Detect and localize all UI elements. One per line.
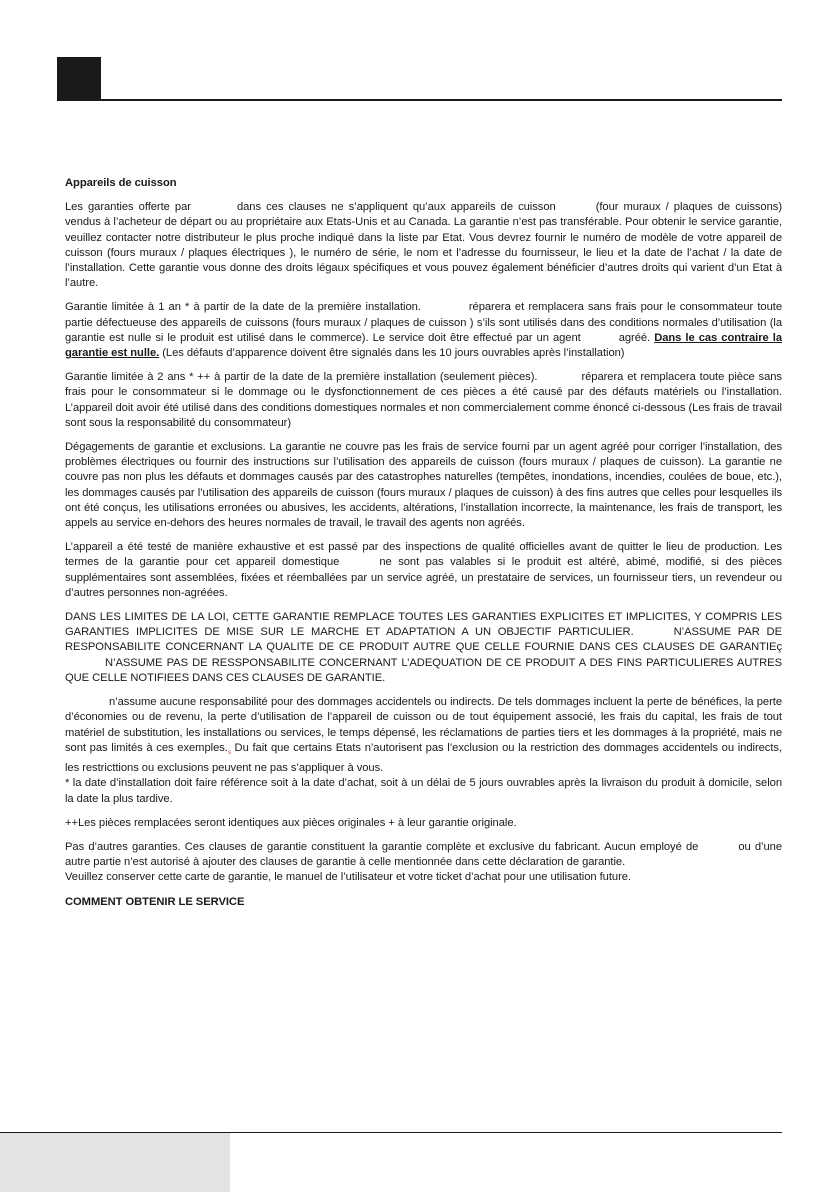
paragraph-legal-caps bbox=[65, 610, 782, 686]
text: L’appareil a été testé de manière exhaustive et est passé par des inspections de qualité officielles avant de quitter le lieu de production. Les termes de la garantie pour cet appareil domestique bbox=[65, 541, 782, 569]
paragraph-testing bbox=[65, 540, 782, 601]
service-heading: COMMENT OBTENIR LE SERVICE bbox=[65, 895, 245, 908]
text: Les garanties offerte par bbox=[65, 201, 191, 214]
text: ou d’une autre partie n’est autorisé à ajouter des clauses de garantie à celle mentionnée dans cette déclaration de garantie. bbox=[65, 840, 783, 869]
text: Veuillez conserver cette carte de garantie, le manuel de l’utilisateur et votre ticket d’achat pour une utilisation future. bbox=[65, 871, 631, 884]
text: dans ces clauses ne s’appliquent qu’aux appareils de cuisson bbox=[236, 201, 556, 214]
text: (four muraux / plaques de cuissons) vendus à l’acheteur de départ ou au propriétaire aux Etats-Unis et au Canada. La garantie n’est pas transférable. Pour obtenir le service garantie, veuillez contacter notre distributeur le plus proche indiqué dans la liste par Etat. Vous devrez fournir le numéro de modèle de votre appareil de cuisson (fours muraux / plaques électriques ), le numéro de série, le nom et l’adresse du fournisseur, le lieu et la date de l’achat / la date de l’installation. Cette garantie vous donne des droits légaux spécifiques et vous pouvez également bénéficier d’autres droits qui varient d’un Etat à l’autre. bbox=[65, 201, 782, 290]
paragraph-liability bbox=[65, 695, 782, 807]
paragraph-two-years bbox=[65, 370, 782, 431]
paragraph-exclusions: Dégagements de garantie et exclusions. La garantie ne couvre pas les frais de service fourni par un agent agréé pour corriger l’installation, des problèmes électriques ou fournir des instructions sur l’utilisation des appareils de cuisson (fours muraux / plaques de cuisson). La garantie ne couvre pas non plus les défauts et dommages causés par des catastrophes naturelles (tempêtes, inondations, incendies, coulées de boue, etc.), les dommages causés par l’utilisation des appareils de cuisson (fours muraux / plaques de cuisson) à des fins autres que celles pour lesquelles ils ont été conçus, les utilisations erronées ou abusives, les accidents, altérations, l’installation incorrecte, la maintenance, les frais de transport, les appels au service en-dehors des heures normales de travail, le travail des agents non agréés. bbox=[65, 441, 782, 530]
text: N’ASSUME PAS DE RESSPONSABILITE CONCERNANT L’ADEQUATION DE CE PRODUIT A DES FINS PARTICULIERES AUTRES QUE CELLE NOTIFIEES DANS CES CLAUSES DE GARANTIE. bbox=[65, 656, 782, 684]
paragraph-one-year bbox=[65, 300, 782, 361]
paragraph-no-other-warranty bbox=[65, 840, 782, 886]
paragraph-scope bbox=[65, 200, 782, 291]
text: Garantie limitée à 1 an * à partir de la date de la première installation. bbox=[65, 301, 421, 314]
warranty-text bbox=[65, 176, 782, 919]
text: N’ASSUME PAR DE RESPONSABILITE CONCERNANT LA QUALITE DE CE PRODUIT AUTRE QUE CELLE FOURNIE DANS CES CLAUSES DE GARANTIEç bbox=[65, 626, 782, 654]
text: n’assume aucune responsabilité pour des dommages accidentels ou indirects. De tels dommages incluent la perte de bénéfices, la perte d’économies ou de revenu, la perte d’utilisation de l’appareil de cuisson ou de tout équipement associé, les frais du capital, les frais de tout matériel de substitution, les installations ou services, le temps dépensé, les réclamations de parties tiers et les dommages à la propriété, mais ne sont pas limités à ces exemples. bbox=[65, 696, 782, 754]
void-notice: Dans le cas contraire la garantie est nulle. bbox=[65, 331, 783, 360]
text: ne sont pas valables si le produit est altéré, abimé, modifié, si des pièces supplémentaires sont assemblées, fixées et réemballées par un service agréé, un prestataire de services, un fournisseur tiers, un revendeur ou d’autres personnes non-agréées. bbox=[65, 556, 782, 599]
paragraph-replacement-parts: ++Les pièces remplacées seront identiques aux pièces originales + à leur garantie originale. bbox=[65, 816, 517, 829]
text: agréé. bbox=[618, 331, 651, 344]
footnote-installation-date: * la date d’installation doit faire référence soit à la date d’achat, soit à un délai de 5 jours ouvrables après la livraison du produit à domicile, selon la date la plus tardive. bbox=[65, 777, 782, 805]
header-rule bbox=[101, 99, 782, 101]
section-heading: Appareils de cuisson bbox=[65, 177, 177, 189]
footer-block bbox=[0, 1133, 230, 1192]
text: (Les défauts d’apparence doivent être signalés dans les 10 jours ouvrables après l’installation) bbox=[162, 347, 625, 360]
header-block bbox=[57, 57, 101, 101]
text: réparera et remplacera sans frais pour le consommateur toute partie défectueuse des appareils de cuissons (fours muraux / plaques de cuisson ) s’ils sont utilisés dans des conditions normales d’utilisation (la garantie est nulle si le produit est utilisé dans le commerce). Le service doit être effectué par un agent bbox=[65, 301, 782, 344]
text: DANS LES LIMITES DE LA LOI, CETTE GARANTIE REMPLACE TOUTES LES GARANTIES EXPLICITES ET IMPLICITES, Y COMPRIS LES GARANTIES IMPLICITES DE MISE SUR LE MARCHE ET ADAPTATION A UN OBJECTIF PARTICULIER. bbox=[65, 611, 782, 639]
text: Garantie limitée à 2 ans * ++ à partir de la date de la première installation (seulement pièces). bbox=[65, 371, 538, 384]
text: Du fait que certains Etats n’autorisent pas l’exclusion ou la restriction des dommages accidentels ou indirects, les restricttions ou exclusions peuvent ne pas s’appliquer à vous. bbox=[65, 741, 782, 775]
text: Pas d’autres garanties. Ces clauses de garantie constituent la garantie complète et exclusive du fabricant. Aucun employé de bbox=[65, 840, 699, 853]
text: réparera et remplacera toute pièce sans frais pour le consommateur si le dommage ou le dysfonctionnement de ces pièces a été causé par des défauts matériels ou l’installation. L’appareil doit avoir été utilisé dans des conditions domestiques normales et non commercialement comme énoncé ci-dessous (Les frais de travail sont sous la responsabilité du consommateur) bbox=[65, 371, 782, 429]
stray-mark: s bbox=[227, 749, 231, 756]
